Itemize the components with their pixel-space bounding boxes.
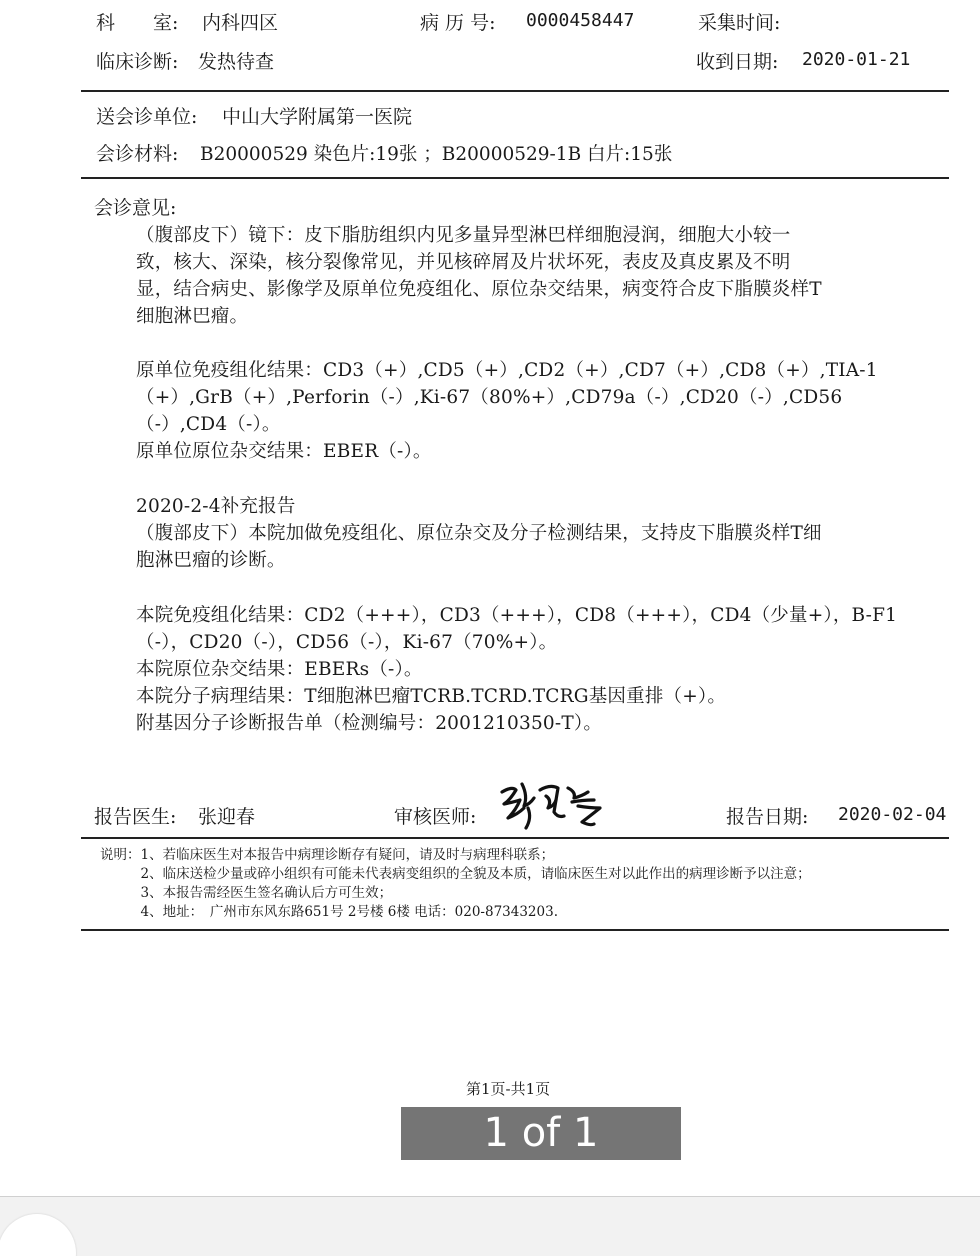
consult-material-label: 会诊材料: — [96, 143, 179, 165]
paragraph-line: 2020-2-4补充报告 — [136, 496, 296, 517]
footer-divider — [81, 837, 949, 839]
doctor-label: 报告医生: — [94, 806, 177, 828]
note-line: 4、地址： 广州市东风东路651号 2号楼 6楼 电话：020-87343203. — [100, 904, 558, 920]
consult-unit-value: 中山大学附属第一医院 — [222, 106, 413, 128]
opinion-paragraph-1 — [136, 222, 936, 330]
header-divider — [81, 90, 949, 92]
note-line: 说明：1、若临床医生对本报告中病理诊断存有疑问，请及时与病理科联系； — [100, 847, 555, 863]
received-label: 收到日期: — [696, 51, 779, 73]
paragraph-line: （腹部皮下）镜下：皮下脂肪组织内见多量异型淋巴样细胞浸润，细胞大小较一 — [136, 225, 791, 246]
paragraph-line: （腹部皮下）本院加做免疫组化、原位杂交及分子检测结果，支持皮下脂膜炎样T细 — [136, 523, 822, 544]
paragraph-line: （-）,CD4（-）。 — [136, 414, 281, 435]
page-number-text: 第1页-共1页 — [466, 1080, 551, 1098]
paragraph-line: 胞淋巴瘤的诊断。 — [136, 550, 286, 571]
consult-unit-label: 送会诊单位: — [96, 106, 198, 128]
paragraph-line: 致，核大、深染，核分裂像常见，并见核碎屑及片状坏死，表皮及真皮累及不明 — [136, 252, 791, 273]
note-line: 2、临床送检少量或碎小组织有可能未代表病变组织的全貌及本质，请临床医生对以此作出的病理诊断予以注意； — [100, 866, 811, 882]
reviewer-label: 审核医师: — [394, 806, 477, 828]
record-value: 0000458447 — [526, 10, 635, 31]
paragraph-line: 本院分子病理结果：T细胞淋巴瘤TCRB.TCRD.TCRG基因重排（+）。 — [136, 686, 727, 707]
consult-divider — [81, 177, 949, 179]
diagnosis-value: 发热待查 — [198, 51, 275, 73]
record-label: 病 历 号: — [420, 12, 496, 34]
page-indicator: 1 of 1 — [401, 1107, 681, 1160]
opinion-paragraph-4 — [136, 602, 936, 737]
dept-value: 内科四区 — [202, 12, 279, 34]
notes-divider — [81, 929, 949, 931]
note-line: 3、本报告需经医生签名确认后方可生效； — [100, 885, 393, 901]
paragraph-line: 原单位免疫组化结果：CD3（+）,CD5（+）,CD2（+）,CD7（+）,CD8（+）,TIA-1 — [136, 360, 878, 381]
paragraph-line: 显，结合病史、影像学及原单位免疫组化、原位杂交结果，病变符合皮下脂膜炎样T — [136, 279, 822, 300]
report-date-value: 2020-02-04 — [838, 804, 947, 825]
report-notes — [100, 846, 811, 922]
collect-label: 采集时间: — [698, 12, 781, 34]
paragraph-line: 原单位原位杂交结果：EBER（-）。 — [136, 441, 432, 462]
handwritten-signature — [494, 778, 614, 836]
paragraph-line: 细胞淋巴瘤。 — [136, 306, 249, 327]
consult-material-value: B20000529 染色片:19张 ；B20000529-1B 白片:15张 — [200, 144, 673, 165]
paragraph-line: 本院免疫组化结果：CD2（+++），CD3（+++），CD8（+++），CD4（少量+），B-F1 — [136, 605, 898, 626]
paragraph-line: （-），CD20（-），CD56（-），Ki-67（70%+）。 — [136, 632, 558, 653]
diagnosis-label: 临床诊断: — [96, 51, 179, 73]
opinion-title: 会诊意见: — [94, 197, 177, 219]
dept-label: 科 室: — [96, 12, 179, 34]
report-date-label: 报告日期: — [726, 806, 809, 828]
paragraph-line: 附基因分子诊断报告单（检测编号：2001210350-T）。 — [136, 713, 603, 734]
paragraph-line: （+）,GrB（+）,Perforin（-）,Ki-67（80%+）,CD79a（-）,CD20（-）,CD56 — [136, 387, 843, 408]
opinion-paragraph-3 — [136, 493, 936, 574]
paragraph-line: 本院原位杂交结果：EBERs（-）。 — [136, 659, 423, 680]
viewer-toolbar — [0, 1196, 980, 1256]
opinion-paragraph-2 — [136, 357, 936, 465]
received-value: 2020-01-21 — [802, 49, 911, 70]
reviewer-signature-image — [494, 778, 614, 836]
doctor-value: 张迎春 — [198, 806, 256, 828]
